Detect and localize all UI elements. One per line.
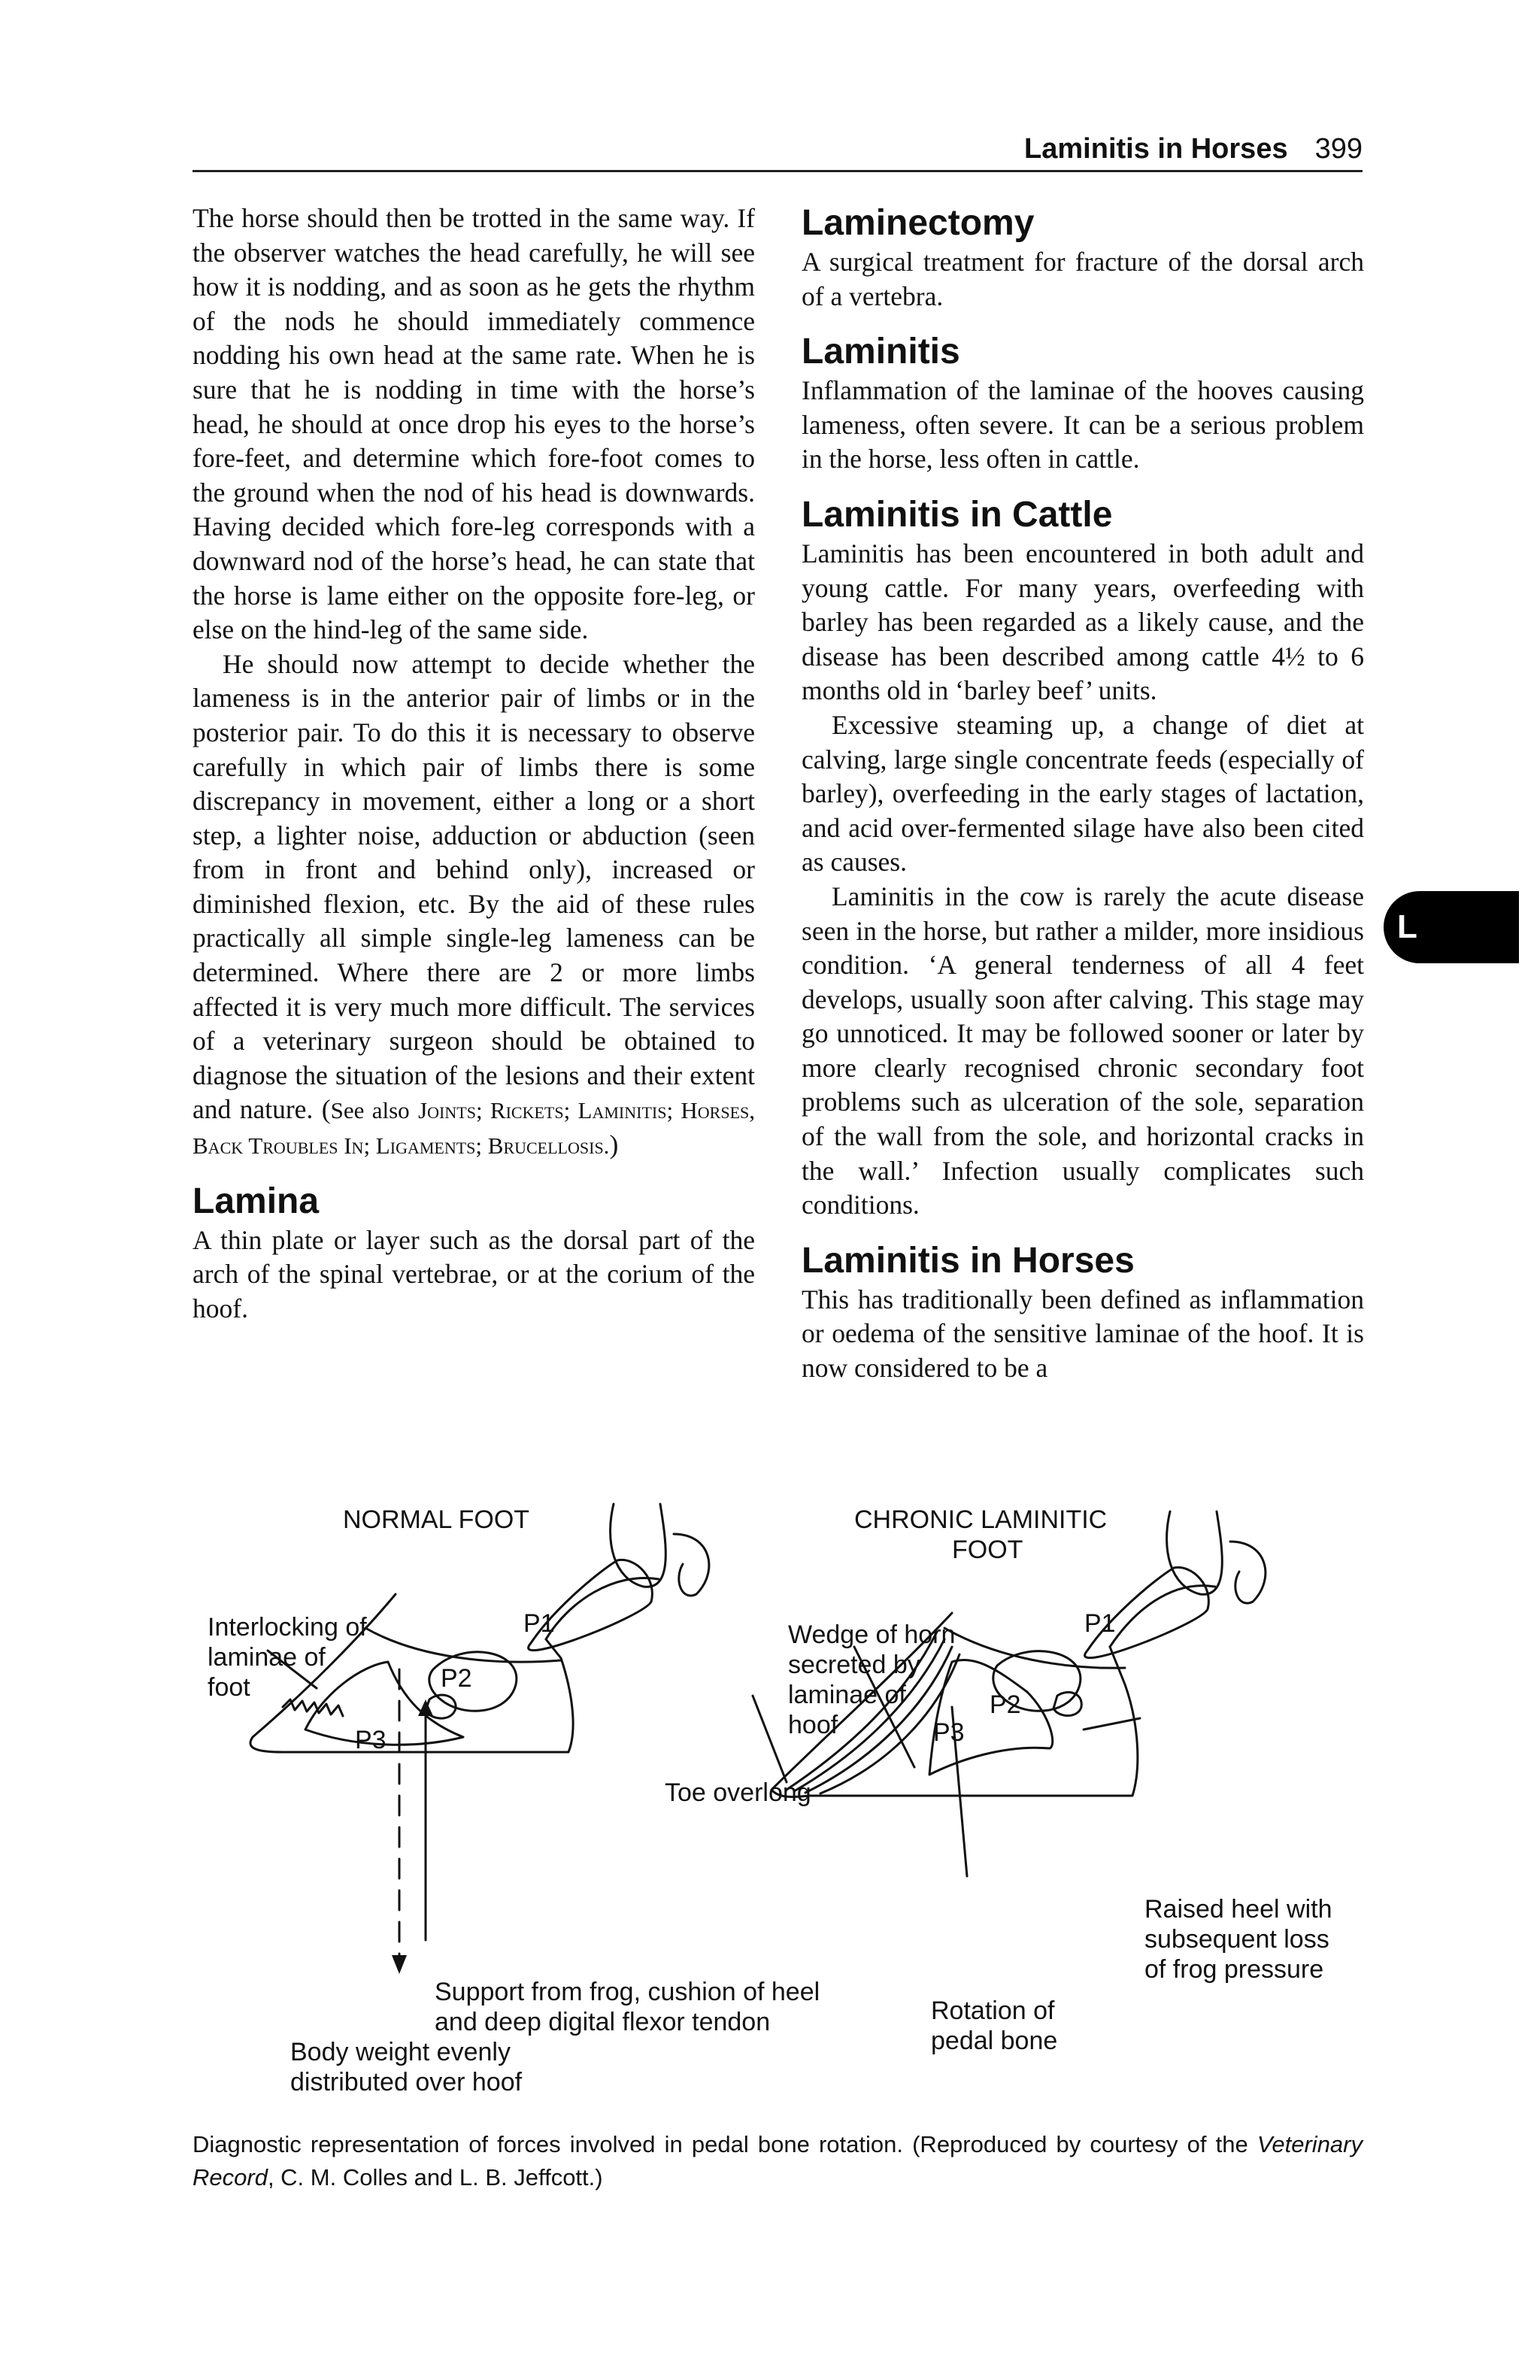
support-arrowhead xyxy=(418,1699,433,1716)
raised-heel-label-3: of frog pressure xyxy=(1144,1955,1324,1984)
entry-heading-laminectomy: Laminectomy xyxy=(802,203,1035,243)
wedge-label-1: Wedge of horn xyxy=(788,1621,956,1649)
support-label-2: and deep digital flexor tendon xyxy=(435,2008,771,2036)
interlocking-label-1: Interlocking of xyxy=(208,1613,367,1642)
caption-lead: Diagnostic representation of forces involved in pedal bone rotation. (Reproduced by courtesy of the xyxy=(192,2131,1257,2157)
normal-p3-label: P3 xyxy=(355,1726,387,1754)
thumb-index-tab xyxy=(1384,891,1519,963)
normal-foot-drawing xyxy=(250,1504,709,1955)
entry-text-laminitis: Inflammation of the laminae of the hooves causing lameness, often severe. It can be a serious problem in the horse, less often in cattle. xyxy=(802,375,1364,474)
laminitic-p3-label: P3 xyxy=(933,1718,965,1747)
rotation-label-2: pedal bone xyxy=(931,2027,1058,2055)
right-column xyxy=(802,202,1364,1386)
entry-text-laminitis-horses: This has traditionally been defined as inflammation or oedema of the sensitive laminae of the hoof. It is now considered to be a xyxy=(802,1284,1364,1384)
interlocking-label-2: laminae of xyxy=(208,1643,326,1672)
toe-pointer xyxy=(753,1696,787,1782)
caption-trail: , C. M. Colles and L. B. Jeffcott.) xyxy=(267,2164,603,2191)
chronic-foot-title-line2: FOOT xyxy=(952,1536,1023,1564)
cattle-paragraph-2: Excessive steaming up, a change of diet at calving, large single concentrate feeds (especially of barley), overfeeding in the early stages of lactation, and acid over-fermented silage have also been cited as causes. xyxy=(802,709,1364,878)
laminitic-upper-bone xyxy=(1167,1511,1223,1594)
see-also-label: See also xyxy=(330,1097,410,1124)
laminitic-p1-label: P1 xyxy=(1084,1609,1116,1638)
cattle-paragraph-3: Laminitis in the cow is rarely the acute disease seen in the horse, but rather a milder, more insidious condition. ‘A general tenderness of all 4 feet develops, usually soon after calving. This stage may go unnoticed. It may be followed sooner or later by more clearly recognised chronic secondary foot problems such as ulceration of the sole, separation of the wall from the sole, and horizontal cracks in the wall.’ Infection usually complicates such conditions. xyxy=(802,881,1364,1220)
body-weight-label-1: Body weight evenly xyxy=(290,2038,511,2066)
thumb-index-letter: L xyxy=(1397,908,1417,945)
raised-heel-pointer xyxy=(1084,1718,1140,1730)
entry-text-lamina: A thin plate or layer such as the dorsal part of the arch of the spinal vertebrae, or at the corium of the hoof. xyxy=(192,1224,755,1323)
toe-overlong-label: Toe overlong xyxy=(665,1778,811,1807)
laminae-teeth xyxy=(283,1699,343,1716)
raised-heel-label-2: subsequent loss xyxy=(1144,1925,1329,1954)
chronic-foot-title-line1: CHRONIC LAMINITIC xyxy=(854,1505,1108,1534)
left-column xyxy=(192,202,755,1326)
foot-diagram xyxy=(192,1489,1366,2106)
wedge-label-3: laminae of xyxy=(788,1681,906,1709)
paragraph-close: ) xyxy=(609,1129,619,1160)
laminitic-sesamoid xyxy=(1230,1542,1266,1603)
wedge-label-4: hoof xyxy=(788,1711,838,1739)
caption-journal: Veterinary Record xyxy=(192,2131,1363,2191)
paragraph-limb-pairs xyxy=(192,647,755,1163)
entry-text-laminectomy: A surgical treatment for fracture of the dorsal arch of a vertebra. xyxy=(802,247,1364,311)
normal-upper-bone xyxy=(611,1504,666,1587)
figure-caption xyxy=(192,2128,1363,2194)
paragraph-limb-pairs-text: He should now attempt to decide whether the lameness is in the anterior pair of limbs or in the posterior pair. To do this it is necessary to observe carefully in which pair of limbs there is some discrepancy in movement, either a long or a short step, a lighter noise, adduction or abduction (seen from in front and behind only), increased or diminished flexion, etc. By the aid of these rules practically all simple single-leg lameness can be determined. Where there are 2 or more limbs affected it is very much more difficult. The services of a veterinary surgeon should be obtained to diagnose the situation of the lesions and their extent and nature. ( xyxy=(192,648,755,1125)
cattle-paragraph-1: Laminitis has been encountered in both adult and young cattle. For many years, overfeeding with barley has been regarded as a likely cause, and the disease has been described among cattle 4½ to 6 months old in ‘barley beef’ units. xyxy=(802,538,1364,706)
normal-sesamoid xyxy=(674,1534,709,1596)
wedge-label-2: secreted by xyxy=(788,1651,920,1679)
normal-p1-label: P1 xyxy=(523,1609,555,1638)
support-label-1: Support from frog, cushion of heel xyxy=(435,1978,820,2006)
entry-heading-laminitis-cattle: Laminitis in Cattle xyxy=(802,494,1113,535)
paragraph-trotting: The horse should then be trotted in the same way. If the observer watches the head carefully, he will see how it is nodding, and as soon as he gets the rhythm of the nods he should immediately commence nodding his own head at the same rate. When he is sure that he is nodding in time with the horse’s head, he should at once drop his eyes to the horse’s fore-feet, and determine which fore-foot comes to the ground when the nod of his head is downwards. Having decided which fore-leg corresponds with a downward nod of the horse’s head, he can state that the horse is lame either on the opposite fore-leg, or else on the hind-leg of the same side. xyxy=(192,203,755,645)
laminitic-navicular xyxy=(1053,1692,1081,1715)
body-weight-label-2: distributed over hoof xyxy=(290,2068,523,2097)
running-head-title: Laminitis in Horses xyxy=(1024,133,1288,165)
foot-diagram-svg xyxy=(192,1489,1366,2106)
body-weight-arrowhead xyxy=(392,1955,407,1974)
raised-heel-label-1: Raised heel with xyxy=(1144,1895,1332,1924)
entry-heading-lamina: Lamina xyxy=(192,1181,320,1221)
interlocking-label-3: foot xyxy=(208,1673,250,1702)
normal-foot-title: NORMAL FOOT xyxy=(343,1505,530,1534)
cross-references: Joints; Rickets; Laminitis; Horses, Back Troubles In; Ligaments; Brucellosis. xyxy=(192,1097,756,1160)
page-number: 399 xyxy=(1314,133,1363,165)
entry-heading-laminitis: Laminitis xyxy=(802,332,960,372)
running-head xyxy=(192,128,1363,172)
laminitic-p2-label: P2 xyxy=(990,1690,1021,1719)
normal-p2-label: P2 xyxy=(441,1664,472,1693)
entry-heading-laminitis-horses: Laminitis in Horses xyxy=(802,1240,1135,1281)
rotation-label-1: Rotation of xyxy=(931,1996,1055,2025)
